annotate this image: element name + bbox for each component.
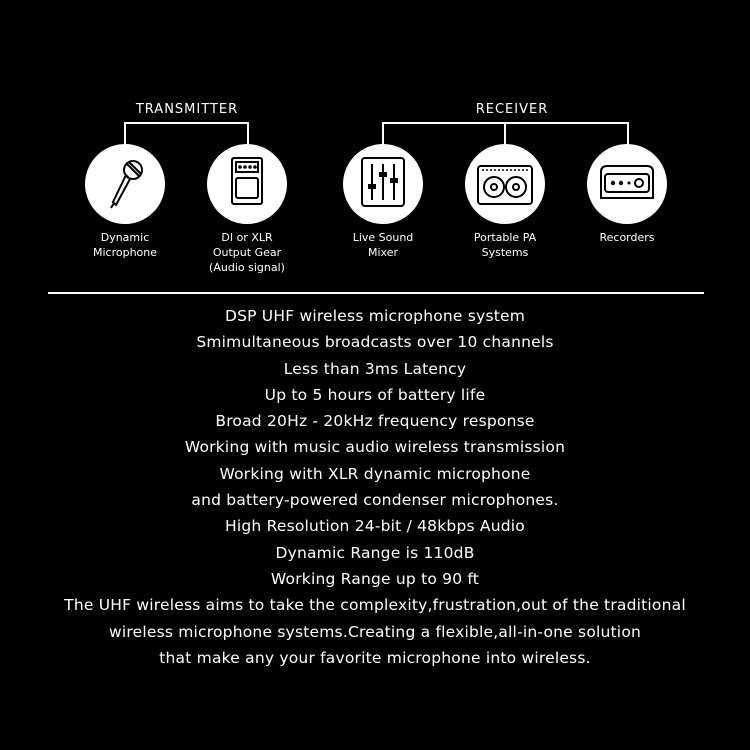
section-divider (48, 292, 704, 294)
mixer-node (343, 144, 423, 224)
recorder-node (587, 144, 667, 224)
feature-line: Broad 20Hz - 20kHz frequency response (215, 412, 535, 431)
speaker-label: Portable PA Systems (473, 231, 537, 259)
output-gear-icon (207, 144, 287, 224)
feature-line: Less than 3ms Latency (283, 359, 467, 378)
feature-line: wireless microphone systems.Creating a flexible,all-in-one solution (108, 622, 642, 641)
feature-line: Up to 5 hours of battery life (264, 385, 486, 404)
feature-line: Dynamic Range is 110dB (275, 543, 475, 562)
output-gear-node (207, 144, 287, 224)
connection-diagram (0, 0, 750, 300)
recorder-label: Recorders (599, 231, 655, 244)
feature-line: and battery-powered condenser microphones. (191, 491, 559, 510)
receiver-bracket-mid (504, 122, 506, 144)
transmitter-bracket-left (124, 122, 126, 144)
microphone-label: Dynamic Microphone (92, 231, 158, 259)
microphone-node (85, 144, 165, 224)
mixer-label: Live Sound Mixer (352, 231, 414, 259)
receiver-bracket-right (627, 122, 629, 144)
receiver-bracket-left (382, 122, 384, 144)
feature-line: The UHF wireless aims to take the complexity,frustration,out of the traditional (64, 596, 686, 615)
speaker-icon (465, 144, 545, 224)
feature-line: Working with XLR dynamic microphone (219, 464, 531, 483)
mixer-icon (343, 144, 423, 224)
feature-line: Working with music audio wireless transmission (184, 438, 566, 457)
transmitter-bracket (124, 122, 249, 124)
output-gear-label: DI or XLR Output Gear (Audio signal) (209, 231, 285, 274)
microphone-icon (85, 144, 165, 224)
feature-list (0, 303, 750, 671)
transmitter-bracket-right (247, 122, 249, 144)
feature-line: High Resolution 24-bit / 48kbps Audio (225, 517, 525, 536)
speaker-node (465, 144, 545, 224)
feature-line: that make any your favorite microphone into wireless. (159, 648, 591, 667)
feature-line: Smimultaneous broadcasts over 10 channels (196, 333, 554, 352)
transmitter-title: TRANSMITTER (135, 102, 239, 117)
feature-line: Working Range up to 90 ft (270, 569, 480, 588)
receiver-title: RECEIVER (475, 102, 549, 117)
feature-line: DSP UHF wireless microphone system (224, 307, 526, 325)
recorder-icon (587, 144, 667, 224)
